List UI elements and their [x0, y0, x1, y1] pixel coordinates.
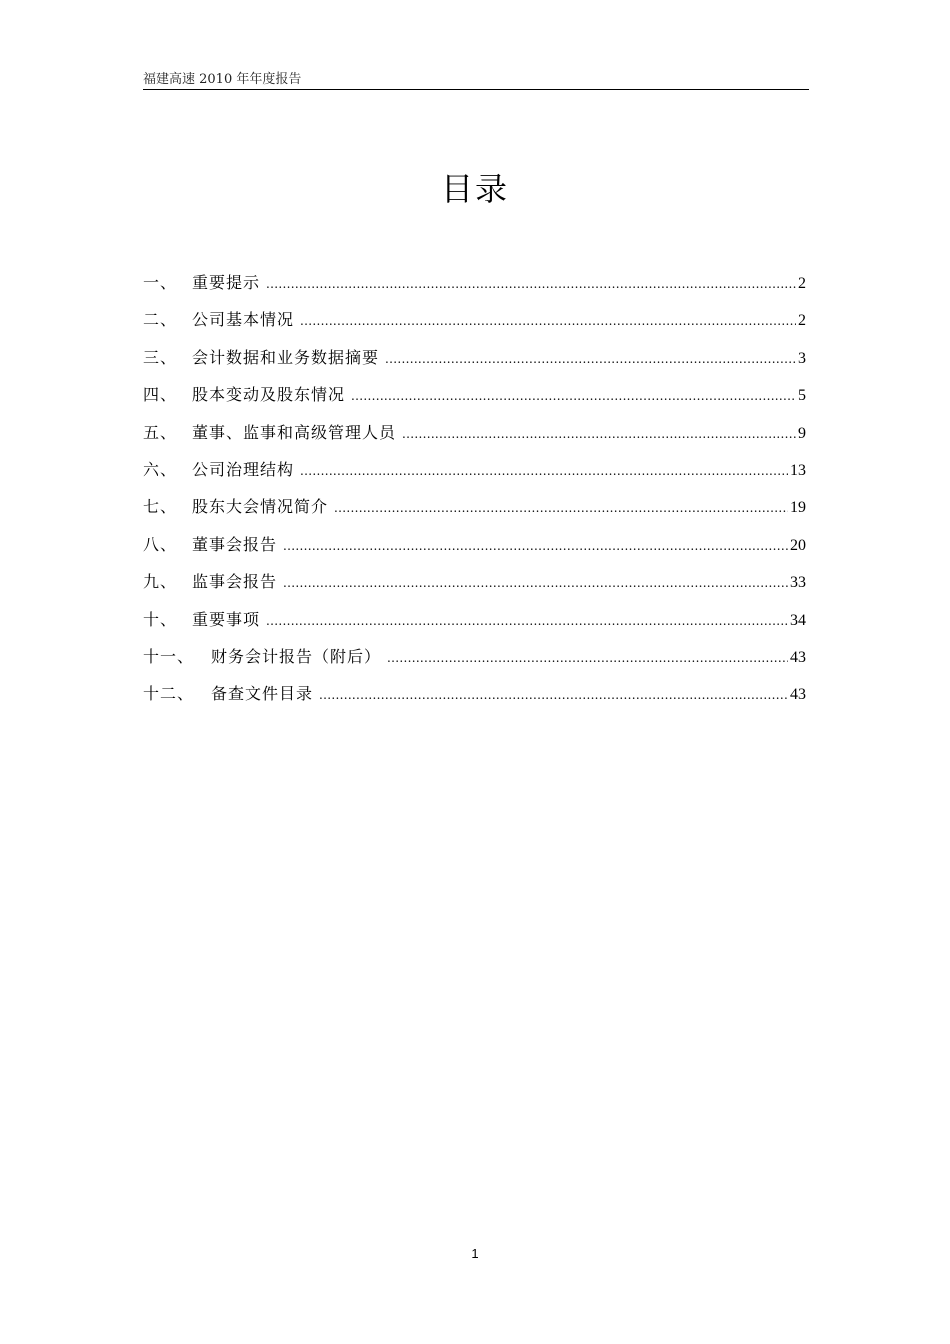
toc-entry[interactable] — [143, 343, 806, 380]
toc-entry-number: 一、 — [143, 273, 178, 292]
toc-entry-page: 5 — [798, 387, 806, 405]
toc-entry-page: 43 — [790, 648, 806, 666]
toc-entry-label: 备查文件目录 — [211, 684, 314, 704]
toc-entry[interactable] — [143, 418, 806, 455]
toc-entry-label: 股本变动及股东情况 — [192, 385, 346, 405]
toc-entry-number: 十二、 — [143, 684, 195, 704]
header-title: 福建高速 2010 年年度报告 — [143, 72, 302, 87]
toc-entry[interactable] — [143, 642, 806, 679]
toc-entry[interactable] — [143, 305, 806, 342]
toc-entry-label: 董事会报告 — [192, 534, 278, 554]
toc-entry[interactable] — [143, 567, 806, 604]
toc-entry[interactable] — [143, 679, 806, 716]
toc-entry-number: 十一、 — [143, 646, 195, 666]
toc-entry-number: 二、 — [143, 310, 178, 330]
toc-entry-number: 三、 — [143, 347, 178, 367]
toc-dot-leader — [387, 643, 788, 673]
toc-entry-page: 2 — [798, 312, 806, 330]
toc-entry-page: 9 — [798, 424, 806, 442]
page-number: 1 — [471, 1246, 479, 1261]
toc-entry-page: 19 — [790, 499, 806, 517]
toc-entry-number: 七、 — [143, 497, 178, 517]
toc-entry[interactable] — [143, 380, 806, 417]
toc-entry-page: 3 — [798, 349, 806, 367]
toc-entry-number: 九、 — [143, 572, 178, 592]
toc-entry[interactable] — [143, 455, 806, 492]
toc-entry-label: 财务会计报告（附后） — [211, 646, 382, 666]
toc-dot-leader — [283, 531, 788, 561]
toc-entry-number: 十、 — [143, 609, 178, 629]
toc-dot-leader — [402, 419, 796, 449]
toc-entry-page: 13 — [790, 461, 806, 479]
page-title: 目录 — [440, 170, 509, 208]
toc-entry-page: 43 — [790, 686, 806, 704]
toc-entry[interactable] — [143, 530, 806, 567]
table-of-contents — [143, 268, 806, 717]
toc-dot-leader — [351, 381, 796, 411]
toc-dot-leader — [300, 306, 796, 336]
toc-entry-label: 会计数据和业务数据摘要 — [192, 347, 380, 367]
toc-entry-label: 重要提示 — [192, 273, 261, 292]
toc-dot-leader — [334, 493, 788, 523]
toc-dot-leader — [385, 344, 796, 374]
toc-dot-leader — [283, 568, 788, 598]
toc-entry[interactable] — [143, 492, 806, 529]
toc-dot-leader — [300, 456, 788, 486]
toc-entry-number: 六、 — [143, 459, 178, 479]
toc-entry-page: 34 — [790, 611, 806, 629]
toc-entry-number: 四、 — [143, 385, 178, 405]
toc-entry-label: 公司治理结构 — [192, 459, 295, 479]
toc-entry-number: 五、 — [143, 422, 178, 442]
toc-entry-label: 监事会报告 — [192, 572, 278, 592]
toc-entry-label: 重要事项 — [192, 609, 261, 629]
page-header — [143, 66, 809, 90]
toc-entry-label: 董事、监事和高级管理人员 — [192, 422, 397, 442]
toc-dot-leader — [266, 269, 796, 299]
toc-entry[interactable] — [143, 605, 806, 642]
toc-entry[interactable] — [143, 268, 806, 305]
toc-entry-page: 33 — [790, 574, 806, 592]
toc-entry-number: 八、 — [143, 534, 178, 554]
toc-entry-page: 2 — [798, 275, 806, 292]
toc-dot-leader — [266, 606, 788, 636]
toc-dot-leader — [319, 680, 788, 710]
toc-entry-page: 20 — [790, 536, 806, 554]
toc-entry-label: 公司基本情况 — [192, 310, 295, 330]
toc-entry-label: 股东大会情况简介 — [192, 497, 329, 517]
